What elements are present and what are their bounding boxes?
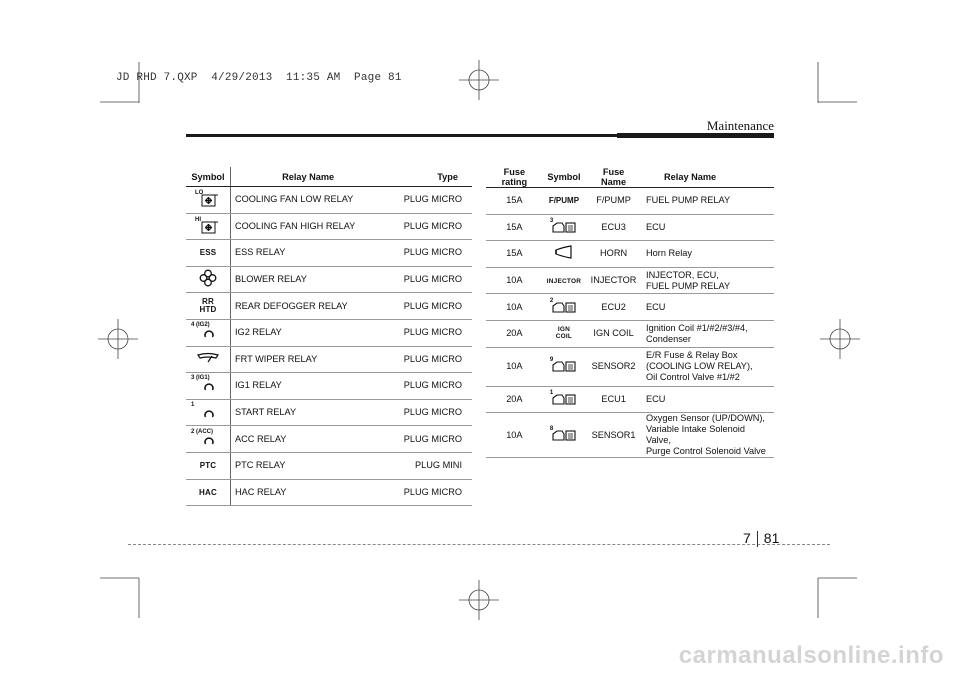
symbol (548, 355, 580, 375)
table-row (186, 266, 472, 293)
fuse-table-header (486, 167, 774, 188)
registration-mark-top (459, 60, 499, 100)
symbol (193, 215, 223, 235)
symbol (548, 216, 580, 236)
relay-name: COOLING FAN HIGH RELAY (231, 213, 386, 240)
symbol (191, 373, 225, 395)
relay-type: PLUG MICRO (385, 373, 472, 400)
symbol-cell (543, 386, 585, 413)
ecu-icon (551, 392, 577, 406)
page-number-divider (757, 531, 758, 547)
relay-type: PLUG MICRO (385, 213, 472, 240)
symbol-cell (186, 213, 231, 240)
relay-name: START RELAY (231, 399, 386, 426)
relay-type: PLUG MICRO (385, 399, 472, 426)
ecu-icon (551, 300, 577, 314)
symbol-tag: 9 (549, 357, 554, 364)
relay-table-header (186, 167, 472, 187)
column-header: Symbol (543, 167, 585, 188)
table-row (486, 320, 774, 347)
symbol-cell (186, 346, 231, 373)
table-row (186, 479, 472, 506)
symbol-tag: 1 (549, 389, 554, 396)
symbol-text: ESS (199, 248, 217, 258)
page-number-value: 81 (763, 530, 780, 546)
relay-name: FUEL PUMP RELAY (642, 188, 774, 215)
symbol-cell (186, 293, 231, 320)
table-row (486, 267, 774, 294)
symbol-cell (543, 241, 585, 268)
registration-mark-bottom (459, 580, 499, 620)
column-header: Relay Name (642, 167, 774, 188)
symbol-cell (543, 214, 585, 241)
symbol-text: INJECTOR (546, 277, 582, 285)
relay-name: REAR DEFOGGER RELAY (231, 293, 386, 320)
fuse-rating: 15A (486, 241, 543, 268)
symbol-cell (543, 188, 585, 215)
wiper-icon (197, 352, 219, 364)
relay-name: IG2 RELAY (231, 319, 386, 346)
relay-type: PLUG MICRO (385, 346, 472, 373)
symbol-tag: LO (195, 190, 204, 197)
relay-type: PLUG MICRO (385, 240, 472, 267)
relay-name: COOLING FAN LOW RELAY (231, 187, 386, 214)
symbol-cell (543, 413, 585, 458)
fuse-rating: 10A (486, 267, 543, 294)
registration-mark-left (98, 319, 138, 359)
symbol-cell (186, 319, 231, 346)
symbol-cell (543, 320, 585, 347)
symbol-cell (186, 479, 231, 506)
symbol-cell (186, 426, 231, 453)
table-row (486, 214, 774, 241)
ecu-icon (551, 359, 577, 373)
column-header: Fuse rating (486, 167, 543, 188)
symbol-tag: 2 (ACC) (191, 428, 213, 435)
symbol-cell (186, 373, 231, 400)
fan-relay-icon (201, 193, 219, 207)
relay-type: PLUG MICRO (385, 426, 472, 453)
ignition-icon (203, 435, 215, 447)
symbol-tag: 1 (191, 402, 195, 409)
fan-relay-icon (201, 220, 219, 234)
ecu-icon (551, 428, 577, 442)
relay-name: ACC RELAY (231, 426, 386, 453)
relay-name: E/R Fuse & Relay Box (COOLING LOW RELAY), Oil Control Valve #1/#2 (642, 347, 774, 386)
blower-icon (199, 269, 217, 287)
fuse-name: SENSOR1 (585, 413, 642, 458)
table-row (486, 188, 774, 215)
relay-name: Oxygen Sensor (UP/DOWN), Variable Intake Solenoid Valve, Purge Control Solenoid Valve (642, 413, 774, 458)
relay-name: PTC RELAY (231, 452, 386, 479)
symbol-tag: 4 (IG2) (191, 322, 210, 329)
horn-icon (553, 245, 575, 259)
print-slug: JD RHD 7.QXP 4/29/2013 11:35 AM Page 81 (116, 72, 402, 84)
symbol (193, 188, 223, 208)
relay-table (186, 167, 472, 506)
relay-name: ECU (642, 294, 774, 321)
fuse-rating: 20A (486, 386, 543, 413)
fuse-name: ECU1 (585, 386, 642, 413)
footer-dashed-rule (128, 544, 830, 545)
relay-name: ECU (642, 214, 774, 241)
section-title: Maintenance (706, 118, 774, 133)
table-row (486, 241, 774, 268)
symbol-tag: 8 (549, 425, 554, 432)
ignition-icon (203, 408, 215, 420)
symbol-cell (543, 347, 585, 386)
relay-name: BLOWER RELAY (231, 266, 386, 293)
fuse-rating: 10A (486, 294, 543, 321)
relay-name: IG1 RELAY (231, 373, 386, 400)
table-row (186, 293, 472, 320)
fuse-name: HORN (585, 241, 642, 268)
symbol-cell (543, 267, 585, 294)
fuse-rating: 15A (486, 214, 543, 241)
symbol-text: HAC (199, 487, 217, 497)
ignition-icon (203, 328, 215, 340)
symbol-tag: 3 (IG1) (191, 375, 210, 382)
registration-mark-right (820, 319, 860, 359)
column-header: Relay Name (231, 167, 386, 187)
symbol-cell (186, 266, 231, 293)
ignition-icon (203, 381, 215, 393)
symbol-cell (186, 187, 231, 214)
table-row (186, 426, 472, 453)
fuse-name: F/PUMP (585, 188, 642, 215)
table-row (486, 413, 774, 458)
table-row (186, 187, 472, 214)
symbol-tag: 3 (549, 217, 554, 224)
column-header: Fuse Name (585, 167, 642, 188)
column-header: Type (385, 167, 472, 187)
header-rule-accent (617, 133, 774, 138)
relay-name: ESS RELAY (231, 240, 386, 267)
relay-name: Horn Relay (642, 241, 774, 268)
symbol-cell (543, 294, 585, 321)
symbol-tag: HI (195, 216, 201, 223)
table-row (486, 294, 774, 321)
table-row (486, 347, 774, 386)
chapter-number: 7 (743, 530, 751, 546)
fuse-name: ECU2 (585, 294, 642, 321)
relay-type: PLUG MICRO (385, 479, 472, 506)
relay-name: ECU (642, 386, 774, 413)
fuse-rating: 15A (486, 188, 543, 215)
symbol-text: IGN COIL (555, 326, 573, 341)
fuse-name: INJECTOR (585, 267, 642, 294)
relay-type: PLUG MICRO (385, 319, 472, 346)
relay-name: FRT WIPER RELAY (231, 346, 386, 373)
ecu-icon (551, 220, 577, 234)
symbol (191, 320, 225, 342)
column-header: Symbol (186, 167, 231, 187)
table-row (186, 452, 472, 479)
fuse-rating: 10A (486, 413, 543, 458)
fuse-name: ECU3 (585, 214, 642, 241)
symbol-text: F/PUMP (548, 196, 580, 206)
symbol (548, 424, 580, 444)
relay-name: Ignition Coil #1/#2/#3/#4, Condenser (642, 320, 774, 347)
fuse-name: SENSOR2 (585, 347, 642, 386)
relay-type: PLUG MICRO (385, 293, 472, 320)
symbol (548, 388, 580, 408)
fuse-name: IGN COIL (585, 320, 642, 347)
symbol (548, 296, 580, 316)
symbol-text: PTC (199, 461, 217, 471)
symbol (191, 427, 225, 449)
relay-type: PLUG MINI (385, 452, 472, 479)
symbol (191, 400, 225, 422)
table-row (186, 213, 472, 240)
symbol-text: RR HTD (199, 296, 217, 314)
table-row (186, 346, 472, 373)
relay-name: HAC RELAY (231, 479, 386, 506)
table-row (186, 240, 472, 267)
watermark: carmanualsonline.info (678, 642, 944, 669)
fuse-rating: 10A (486, 347, 543, 386)
symbol-tag: 2 (549, 297, 554, 304)
symbol-cell (186, 399, 231, 426)
symbol-cell (186, 240, 231, 267)
table-row (486, 386, 774, 413)
symbol-cell (186, 452, 231, 479)
relay-name: INJECTOR, ECU, FUEL PUMP RELAY (642, 267, 774, 294)
fuse-table (486, 167, 774, 458)
relay-type: PLUG MICRO (385, 266, 472, 293)
page-number (743, 530, 779, 547)
fuse-rating: 20A (486, 320, 543, 347)
relay-type: PLUG MICRO (385, 187, 472, 214)
table-row (186, 319, 472, 346)
table-row (186, 373, 472, 400)
table-row (186, 399, 472, 426)
